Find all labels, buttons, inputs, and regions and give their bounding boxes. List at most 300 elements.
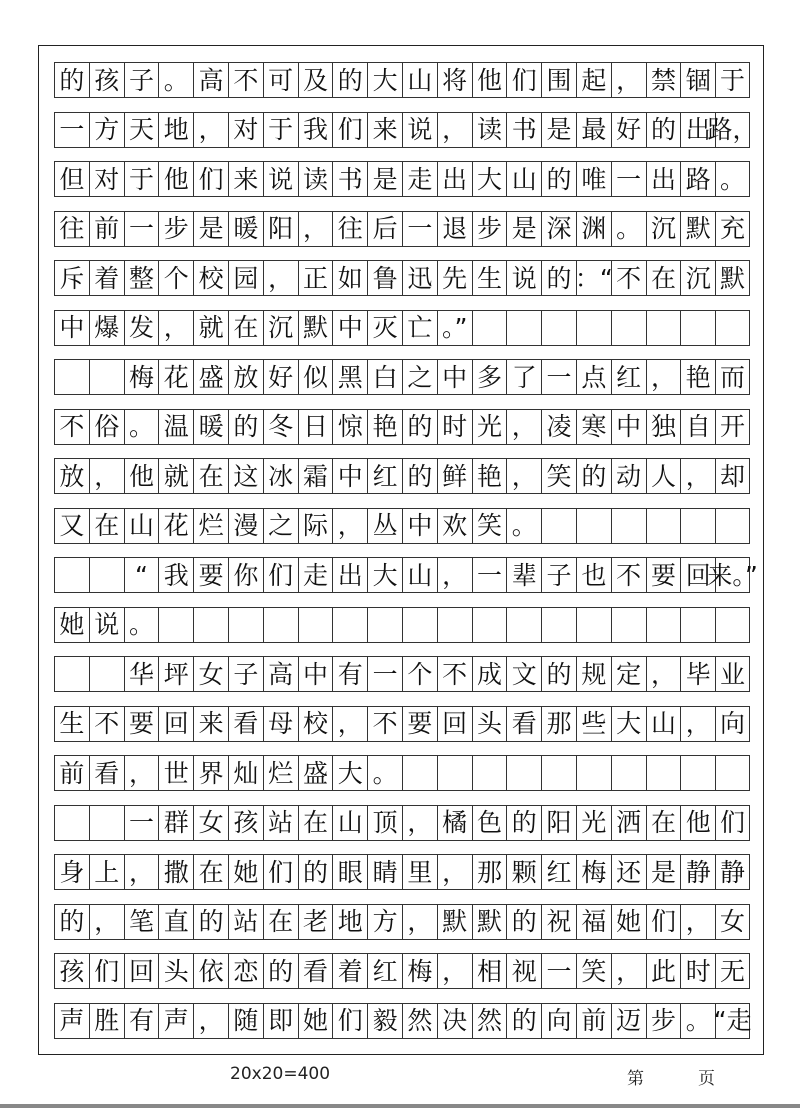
grid-cell: 在 <box>646 261 681 295</box>
grid-row <box>54 706 750 742</box>
grid-cell: 丛 <box>367 509 402 543</box>
grid-cell: 起 <box>576 63 611 97</box>
grid-cell: 。 <box>158 63 193 97</box>
grid-cell: 成 <box>472 657 507 691</box>
grid-cell: 规 <box>576 657 611 691</box>
grid-cell: 那 <box>472 855 507 889</box>
grid-cell <box>402 608 437 642</box>
grid-cell: 凌 <box>541 410 576 444</box>
grid-cell: 退 <box>437 212 472 246</box>
grid-cell: 沉 <box>646 212 681 246</box>
grid-cell: 大 <box>367 558 402 592</box>
grid-cell: 这 <box>228 459 263 493</box>
grid-cell: 校 <box>193 261 228 295</box>
grid-cell: 寒 <box>576 410 611 444</box>
grid-cell <box>472 608 507 642</box>
grid-cell: 开 <box>715 410 750 444</box>
grid-cell <box>472 756 507 790</box>
grid-cell: 天 <box>124 113 159 147</box>
grid-cell: 出 <box>437 162 472 196</box>
grid-row <box>54 607 750 643</box>
grid-cell: 自 <box>680 410 715 444</box>
grid-cell <box>228 608 263 642</box>
grid-cell: 地 <box>332 905 367 939</box>
grid-cell <box>715 509 750 543</box>
grid-cell: 之 <box>263 509 298 543</box>
grid-cell: 白 <box>367 360 402 394</box>
grid-cell: 中 <box>332 459 367 493</box>
grid-row <box>54 409 750 445</box>
grid-cell: 眼 <box>332 855 367 889</box>
grid-cell: 她 <box>54 608 89 642</box>
grid-cell: 一 <box>611 162 646 196</box>
grid-cell: 的 <box>506 1004 541 1038</box>
grid-row <box>54 161 750 197</box>
grid-cell: 视 <box>506 954 541 988</box>
grid-cell: 又 <box>54 509 89 543</box>
grid-cell <box>89 657 124 691</box>
grid-cell: 如 <box>332 261 367 295</box>
grid-cell: 然 <box>402 1004 437 1038</box>
grid-cell: 我 <box>158 558 193 592</box>
grid-cell: 禁 <box>646 63 681 97</box>
grid-cell: 人 <box>646 459 681 493</box>
grid-cell: 阳 <box>541 806 576 840</box>
grid-cell: 冬 <box>263 410 298 444</box>
grid-cell: 然 <box>472 1004 507 1038</box>
grid-cell: 撒 <box>158 855 193 889</box>
grid-cell: 红 <box>611 360 646 394</box>
grid-cell: 着 <box>89 261 124 295</box>
grid-cell: 上 <box>89 855 124 889</box>
grid-cell: 站 <box>228 905 263 939</box>
grid-cell: 看 <box>89 756 124 790</box>
grid-cell: 盛 <box>298 756 333 790</box>
grid-cell: 山 <box>646 707 681 741</box>
grid-cell: 要 <box>402 707 437 741</box>
grid-cell <box>611 756 646 790</box>
grid-cell: 却 <box>715 459 750 493</box>
grid-cell <box>158 608 193 642</box>
grid-cell: 向 <box>541 1004 576 1038</box>
grid-cell: ， <box>680 459 715 493</box>
grid-cell: 爆 <box>89 311 124 345</box>
grid-cell <box>506 608 541 642</box>
grid-cell: 她 <box>298 1004 333 1038</box>
grid-cell: 迅 <box>402 261 437 295</box>
grid-cell: 一 <box>54 113 89 147</box>
grid-cell: 她 <box>228 855 263 889</box>
grid-cell: 子 <box>541 558 576 592</box>
grid-cell: ， <box>646 360 681 394</box>
grid-cell: 书 <box>506 113 541 147</box>
grid-cell: 渊 <box>576 212 611 246</box>
grid-cell: 个 <box>158 261 193 295</box>
grid-cell: 们 <box>646 905 681 939</box>
grid-cell: 业 <box>715 657 750 691</box>
grid-cell: 还 <box>611 855 646 889</box>
grid-cell <box>54 558 89 592</box>
grid-cell: 烂 <box>193 509 228 543</box>
grid-cell: 花 <box>158 360 193 394</box>
grid-cell: 光 <box>576 806 611 840</box>
grid-cell: 的 <box>506 806 541 840</box>
page-label-prefix: 第 <box>627 1069 644 1089</box>
grid-cell: 中 <box>332 311 367 345</box>
grid-cell: 说 <box>402 113 437 147</box>
grid-cell: 先 <box>437 261 472 295</box>
grid-row <box>54 211 750 247</box>
grid-cell: 站 <box>263 806 298 840</box>
grid-cell: 恋 <box>228 954 263 988</box>
grid-cell: ， <box>402 806 437 840</box>
grid-cell: 笑 <box>541 459 576 493</box>
grid-cell <box>646 311 681 345</box>
grid-cell: 步 <box>472 212 507 246</box>
grid-cell <box>472 311 507 345</box>
grid-cell <box>646 509 681 543</box>
grid-cell <box>576 756 611 790</box>
grid-cell: 在 <box>89 509 124 543</box>
grid-cell: 是 <box>506 212 541 246</box>
grid-cell: 静 <box>715 855 750 889</box>
grid-cell <box>680 608 715 642</box>
grid-cell: 方 <box>89 113 124 147</box>
grid-cell: 。 <box>680 1004 715 1038</box>
grid-cell: 他 <box>472 63 507 97</box>
grid-cell: 最 <box>576 113 611 147</box>
grid-cell: 孩 <box>89 63 124 97</box>
grid-cell: 对 <box>89 162 124 196</box>
grid-cell: 的 <box>54 905 89 939</box>
grid-cell: 笔 <box>124 905 159 939</box>
grid-cell <box>332 608 367 642</box>
grid-cell: 世 <box>158 756 193 790</box>
grid-row <box>54 755 750 791</box>
grid-cell: 山 <box>506 162 541 196</box>
grid-cell: 直 <box>158 905 193 939</box>
grid-cell: ， <box>611 63 646 97</box>
grid-cell: ， <box>158 311 193 345</box>
grid-cell <box>715 311 750 345</box>
grid-cell: 橘 <box>437 806 472 840</box>
grid-cell: 一 <box>402 212 437 246</box>
grid-cell: 红 <box>367 459 402 493</box>
grid-cell: 在 <box>193 855 228 889</box>
grid-cell: 有 <box>332 657 367 691</box>
grid-cell <box>89 360 124 394</box>
grid-cell: 不 <box>89 707 124 741</box>
grid-cell: 就 <box>193 311 228 345</box>
grid-cell: ， <box>646 657 681 691</box>
grid-cell: 的 <box>541 261 576 295</box>
grid-cell: 看 <box>506 707 541 741</box>
grid-cell: 梅 <box>576 855 611 889</box>
grid-cell: 的 <box>54 63 89 97</box>
grid-cell: 女 <box>715 905 750 939</box>
grid-cell: 艳 <box>680 360 715 394</box>
grid-cell: 不 <box>437 657 472 691</box>
grid-cell: 的 <box>402 410 437 444</box>
grid-cell <box>89 558 124 592</box>
grid-cell: 是 <box>646 855 681 889</box>
grid-cell: 花 <box>158 509 193 543</box>
grid-cell: 辈 <box>506 558 541 592</box>
grid-cell: 大 <box>332 756 367 790</box>
grid-cell: 她 <box>611 905 646 939</box>
grid-cell <box>680 756 715 790</box>
grid-cell: 来 <box>193 707 228 741</box>
grid-cell <box>54 360 89 394</box>
grid-cell: 是 <box>193 212 228 246</box>
grid-cell: 们 <box>263 855 298 889</box>
grid-cell: 胜 <box>89 1004 124 1038</box>
grid-cell: 女 <box>193 806 228 840</box>
grid-cell: 霜 <box>298 459 333 493</box>
grid-cell: 出 <box>680 113 715 147</box>
grid-cell: 一 <box>124 212 159 246</box>
grid-cell: 在 <box>298 806 333 840</box>
grid-cell: 出 <box>332 558 367 592</box>
grid-cell: 说 <box>89 608 124 642</box>
grid-cell: 高 <box>193 63 228 97</box>
grid-cell: ， <box>193 113 228 147</box>
grid-cell: 走 <box>402 162 437 196</box>
grid-cell: 。 <box>124 608 159 642</box>
grid-cell: 。 <box>715 162 750 196</box>
grid-cell: 于 <box>715 63 750 97</box>
grid-cell: 点 <box>576 360 611 394</box>
grid-cell: 在 <box>193 459 228 493</box>
grid-row <box>54 310 750 346</box>
grid-cell: 的 <box>506 905 541 939</box>
grid-cell <box>437 756 472 790</box>
grid-cell: 光 <box>472 410 507 444</box>
grid-cell <box>298 608 333 642</box>
grid-cell: 色 <box>472 806 507 840</box>
grid-cell: 此 <box>646 954 681 988</box>
grid-cell: 回 <box>437 707 472 741</box>
grid-cell: 一 <box>124 806 159 840</box>
grid-cell: 的 <box>402 459 437 493</box>
grid-cell: 不 <box>611 261 646 295</box>
grid-cell: 时 <box>437 410 472 444</box>
grid-cell: 华 <box>124 657 159 691</box>
grid-cell: 颗 <box>506 855 541 889</box>
grid-cell <box>263 608 298 642</box>
grid-cell: 方 <box>367 905 402 939</box>
grid-cell: 一 <box>367 657 402 691</box>
grid-cell: 他 <box>158 162 193 196</box>
grid-row <box>54 508 750 544</box>
grid-cell: 回 <box>124 954 159 988</box>
grid-cell <box>402 756 437 790</box>
grid-cell <box>611 608 646 642</box>
grid-cell: 祝 <box>541 905 576 939</box>
grid-cell: 我 <box>298 113 333 147</box>
grid-cell: 的 <box>576 459 611 493</box>
grid-cell: 后 <box>367 212 402 246</box>
grid-cell: 亡 <box>402 311 437 345</box>
grid-cell: 在 <box>263 905 298 939</box>
grid-cell: 书 <box>332 162 367 196</box>
grid-cell: 看 <box>298 954 333 988</box>
grid-cell: ， <box>332 509 367 543</box>
grid-cell: 来 <box>367 113 402 147</box>
grid-cell: 。” <box>437 311 472 345</box>
grid-cell: 女 <box>193 657 228 691</box>
grid-cell: 沉 <box>263 311 298 345</box>
grid-cell: 艳 <box>367 410 402 444</box>
grid-cell: 放 <box>228 360 263 394</box>
grid-cell: 将 <box>437 63 472 97</box>
grid-cell: ， <box>89 459 124 493</box>
grid-cell: ， <box>402 905 437 939</box>
grid-cell: 不 <box>611 558 646 592</box>
grid-cell: 读 <box>298 162 333 196</box>
grid-cell: 老 <box>298 905 333 939</box>
grid-cell: 灿 <box>228 756 263 790</box>
grid-cell: 走 <box>298 558 333 592</box>
grid-cell <box>576 608 611 642</box>
grid-cell: 他 <box>124 459 159 493</box>
grid-cell: 灭 <box>367 311 402 345</box>
grid-cell: 相 <box>472 954 507 988</box>
grid-cell <box>611 509 646 543</box>
grid-cell: 可 <box>263 63 298 97</box>
grid-cell: 的 <box>646 113 681 147</box>
grid-cell: ， <box>89 905 124 939</box>
grid-cell: 俗 <box>89 410 124 444</box>
grid-cell: 但 <box>54 162 89 196</box>
grid-cell: 的 <box>541 657 576 691</box>
grid-cell: 子 <box>228 657 263 691</box>
grid-cell: 于 <box>124 162 159 196</box>
grid-cell: 中 <box>402 509 437 543</box>
grid-row <box>54 260 750 296</box>
grid-cell: 。 <box>611 212 646 246</box>
grid-cell: 坪 <box>158 657 193 691</box>
grid-cell: 步 <box>646 1004 681 1038</box>
grid-cell: 看 <box>228 707 263 741</box>
grid-cell: 们 <box>89 954 124 988</box>
grid-cell: 一 <box>472 558 507 592</box>
grid-cell: 山 <box>124 509 159 543</box>
grid-cell: ， <box>124 756 159 790</box>
grid-cell: ：“ <box>576 261 611 295</box>
grid-cell <box>193 608 228 642</box>
grid-cell: 们 <box>263 558 298 592</box>
grid-cell: “ <box>124 558 159 592</box>
grid-cell: 向 <box>715 707 750 741</box>
grid-cell: 着 <box>332 954 367 988</box>
grid-cell: 而 <box>715 360 750 394</box>
grid-cell: 就 <box>158 459 193 493</box>
grid-cell: 子 <box>124 63 159 97</box>
grid-cell: 也 <box>576 558 611 592</box>
grid-cell: 鲜 <box>437 459 472 493</box>
grid-cell: ， <box>298 212 333 246</box>
grid-cell: ， <box>680 707 715 741</box>
grid-cell <box>367 608 402 642</box>
grid-cell: 往 <box>54 212 89 246</box>
grid-cell: 头 <box>158 954 193 988</box>
grid-cell: 默 <box>298 311 333 345</box>
grid-cell: 鲁 <box>367 261 402 295</box>
grid-cell: 中 <box>298 657 333 691</box>
grid-cell: 笑 <box>576 954 611 988</box>
grid-cell: 默 <box>472 905 507 939</box>
grid-cell: 惊 <box>332 410 367 444</box>
grid-cell: 于 <box>263 113 298 147</box>
grid-cell: 暖 <box>228 212 263 246</box>
grid-cell: 要 <box>646 558 681 592</box>
grid-cell: 。 <box>124 410 159 444</box>
grid-cell: 读 <box>472 113 507 147</box>
grid-cell: 决 <box>437 1004 472 1038</box>
grid-cell: ， <box>680 905 715 939</box>
grid-cell <box>576 509 611 543</box>
grid-cell: 无 <box>715 954 750 988</box>
grid-cell <box>646 756 681 790</box>
grid-cell: 的 <box>332 63 367 97</box>
grid-cell: 一 <box>541 954 576 988</box>
grid-cell: 好 <box>611 113 646 147</box>
page-label-suffix: 页 <box>698 1069 715 1089</box>
grid-cell: 黑 <box>332 360 367 394</box>
grid-cell: 在 <box>646 806 681 840</box>
grid-cell: 静 <box>680 855 715 889</box>
grid-cell: 回 <box>158 707 193 741</box>
grid-cell: 界 <box>193 756 228 790</box>
grid-row <box>54 953 750 989</box>
grid-row <box>54 854 750 890</box>
grid-cell: 孩 <box>228 806 263 840</box>
grid-cell <box>680 311 715 345</box>
grid-cell: 阳 <box>263 212 298 246</box>
grid-cell: “走 <box>715 1004 750 1038</box>
grid-cell: 艳 <box>472 459 507 493</box>
grid-cell: 中 <box>611 410 646 444</box>
grid-cell: 说 <box>506 261 541 295</box>
grid-cell: ， <box>506 410 541 444</box>
grid-cell: ， <box>437 855 472 889</box>
grid-cell: 在 <box>228 311 263 345</box>
grid-cell: 山 <box>402 63 437 97</box>
grid-cell <box>715 756 750 790</box>
grid-cell: 山 <box>332 806 367 840</box>
grid-cell: 盛 <box>193 360 228 394</box>
grid-cell: 洒 <box>611 806 646 840</box>
grid-cell: 来 <box>228 162 263 196</box>
grid-cell: 迈 <box>611 1004 646 1038</box>
grid-cell: 们 <box>332 1004 367 1038</box>
grid-cell: 路， <box>715 113 750 147</box>
grid-cell: 温 <box>158 410 193 444</box>
grid-cell: 斥 <box>54 261 89 295</box>
grid-cell: 冰 <box>263 459 298 493</box>
grid-cell: ， <box>124 855 159 889</box>
grid-cell: 即 <box>263 1004 298 1038</box>
grid-row <box>54 656 750 692</box>
grid-cell <box>506 311 541 345</box>
grid-cell: ， <box>332 707 367 741</box>
grid-cell: 不 <box>228 63 263 97</box>
grid-cell: 唯 <box>576 162 611 196</box>
grid-cell: 前 <box>89 212 124 246</box>
grid-cell: 默 <box>715 261 750 295</box>
grid-cell: 往 <box>332 212 367 246</box>
